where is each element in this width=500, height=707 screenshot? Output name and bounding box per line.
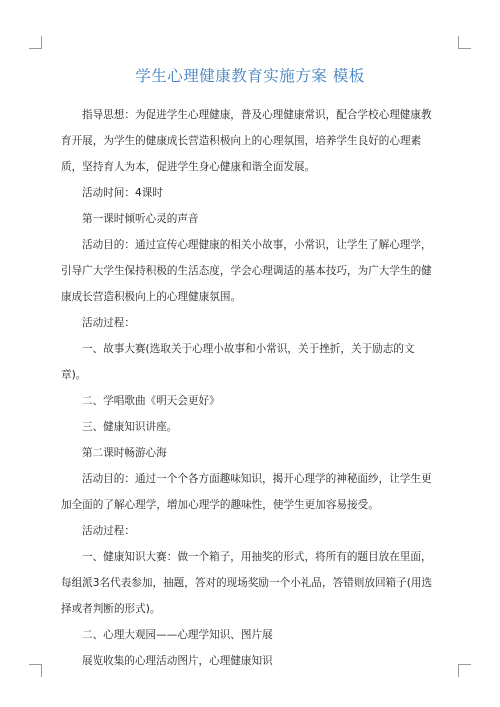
paragraph-song: 二、学唱歌曲《明天会更好》 [82, 395, 220, 407]
paragraph-activity-time: 活动时间：4课时 [82, 187, 163, 199]
page-corner-mark-top-right [458, 36, 471, 49]
paragraph-lecture: 三、健康知识讲座。 [82, 421, 178, 433]
page-corner-mark-bottom-right [458, 664, 471, 677]
paragraph-process-heading: 活动过程： [82, 317, 135, 329]
paragraph-knowledge-contest: 一、健康知识大赛：做一个箱子，用抽奖的形式，将所有的题目放在里面，每组派3名代表参加，抽题，答对的现场奖励一个小礼品，答错则放回箱子(用选择或者判断的形式)。 [61, 551, 433, 615]
paragraph-exhibition: 二、心理大观园——心理学知识、图片展 [82, 629, 273, 641]
paragraph-lesson-one-heading: 第一课时倾听心灵的声音 [82, 213, 199, 225]
document-title: 学生心理健康教育实施方案 模板 [135, 67, 365, 85]
paragraph-lesson-one-purpose: 活动目的：通过宣传心理健康的相关小故事，小常识，让学生了解心理学，引导广大学生保持积极的生活态度，学会心理调适的基本技巧，为广大学生的健康成长营造积极向上的心理健康氛围。 [61, 239, 432, 303]
paragraph-guiding-principle: 指导思想：为促进学生心理健康，普及心理健康常识，配合学校心理健康教育开展，为学生的健康成长营造积极向上的心理氛围，培养学生良好的心理素质，坚持育人为本，促进学生身心健康和谐全面发展。 [61, 109, 432, 173]
paragraph-process-heading: 活动过程： [82, 525, 135, 537]
paragraph-story-contest: 一、故事大赛(选取关于心理小故事和小常识，关于挫折，关于励志的文章)。 [61, 343, 415, 381]
document-body [61, 102, 439, 674]
paragraph-lesson-two-heading: 第二课时畅游心海 [82, 447, 167, 459]
page-corner-mark-top-left [29, 36, 42, 49]
paragraph-exhibition-detail: 展览收集的心理活动图片，心理健康知识 [82, 655, 273, 667]
paragraph-lesson-two-purpose: 活动目的：通过一个个各方面趣味知识，揭开心理学的神秘面纱，让学生更加全面的了解心理学，增加心理学的趣味性，使学生更加容易接受。 [61, 473, 432, 511]
page-corner-mark-bottom-left [29, 664, 42, 677]
